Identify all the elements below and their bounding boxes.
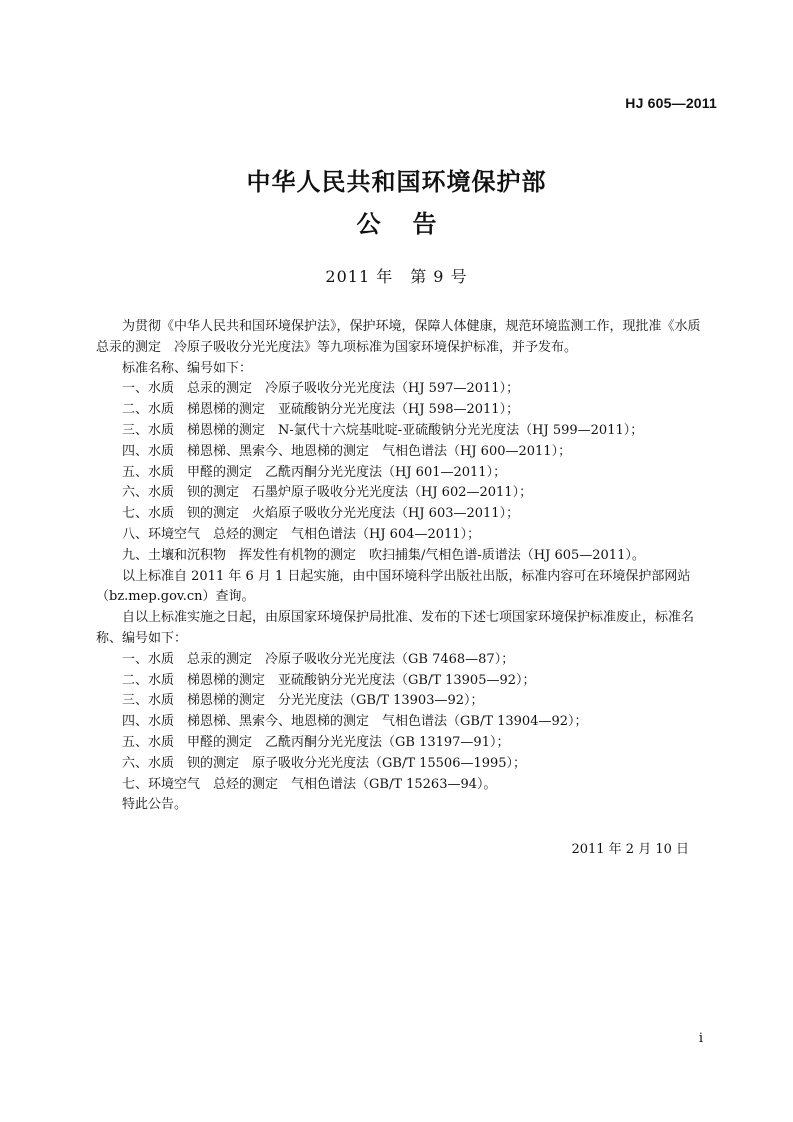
list-item: 七、水质 钡的测定 火焰原子吸收分光光度法（HJ 603—2011）； bbox=[122, 506, 520, 522]
approved-standards-list bbox=[96, 379, 718, 566]
list-item: 四、水质 梯恩梯、黑索今、地恩梯的测定 气相色谱法（HJ 600—2011）； bbox=[122, 443, 572, 459]
announcement-body bbox=[96, 317, 718, 816]
list-item: 六、水质 钡的测定 石墨炉原子吸收分光光度法（HJ 602—2011）； bbox=[122, 485, 533, 501]
list-item: 一、水质 总汞的测定 冷原子吸收分光光度法（HJ 597—2011）； bbox=[122, 381, 520, 397]
list-item: 六、水质 钡的测定 原子吸收分光光度法（GB/T 15506—1995）； bbox=[122, 755, 527, 771]
implementation-paragraph: 以上标准自 2011 年 6 月 1 日起实施，由中国环境科学出版社出版，标准内容可在环境保护部网站（bz.mep.gov.cn）查询。 bbox=[96, 568, 691, 605]
list-item: 八、环境空气 总烃的测定 气相色谱法（HJ 604—2011）； bbox=[122, 526, 481, 542]
list-item: 三、水质 梯恩梯的测定 N-氯代十六烷基吡啶-亚硫酸钠分光光度法（HJ 599—2011）； bbox=[122, 422, 644, 438]
page-number: i bbox=[698, 1031, 703, 1046]
abolish-paragraph: 自以上标准实施之日起，由原国家环境保护局批准、发布的下述七项国家环境保护标准废止，标准名称、编号如下： bbox=[96, 610, 695, 646]
abolished-standards-list bbox=[96, 650, 718, 796]
list-item: 五、水质 甲醛的测定 乙酰丙酮分光光度法（HJ 601—2011）； bbox=[122, 464, 507, 480]
list-item: 九、土壤和沉积物 挥发性有机物的测定 吹扫捕集/气相色谱-质谱法（HJ 605—2011）。 bbox=[122, 547, 645, 563]
announcement-date: 2011 年 2 月 10 日 bbox=[571, 842, 689, 857]
intro-paragraph: 为贯彻《中华人民共和国环境保护法》，保护环境，保障人体健康，规范环境监测工作，现批准《水质 总汞的测定 冷原子吸收分光光度法》等九项标准为国家环境保护标准，并予发布。 bbox=[96, 319, 714, 355]
issue-number: 2011 年 第 9 号 bbox=[325, 267, 468, 286]
list-item: 二、水质 梯恩梯的测定 亚硫酸钠分光光度法（HJ 598—2011）； bbox=[122, 402, 520, 418]
list-item: 三、水质 梯恩梯的测定 分光光度法（GB/T 13903—92）； bbox=[122, 693, 484, 709]
page-subtitle: 公告 bbox=[356, 210, 469, 238]
list-item: 五、水质 甲醛的测定 乙酰丙酮分光光度法（GB 13197—91）； bbox=[122, 734, 510, 750]
list-item: 七、环境空气 总烃的测定 气相色谱法（GB/T 15263—94）。 bbox=[122, 776, 497, 792]
list-item: 一、水质 总汞的测定 冷原子吸收分光光度法（GB 7468—87）； bbox=[122, 651, 515, 667]
list1-intro: 标准名称、编号如下： bbox=[122, 360, 253, 376]
page-title: 中华人民共和国环境保护部 bbox=[246, 168, 547, 196]
closing-paragraph: 特此公告。 bbox=[122, 797, 188, 813]
list-item: 四、水质 梯恩梯、黑索今、地恩梯的测定 气相色谱法（GB/T 13904—92）； bbox=[122, 714, 588, 730]
standard-code: HJ 605—2011 bbox=[625, 95, 717, 111]
list-item: 二、水质 梯恩梯的测定 亚硫酸钠分光光度法（GB/T 13905—92）； bbox=[122, 672, 536, 688]
